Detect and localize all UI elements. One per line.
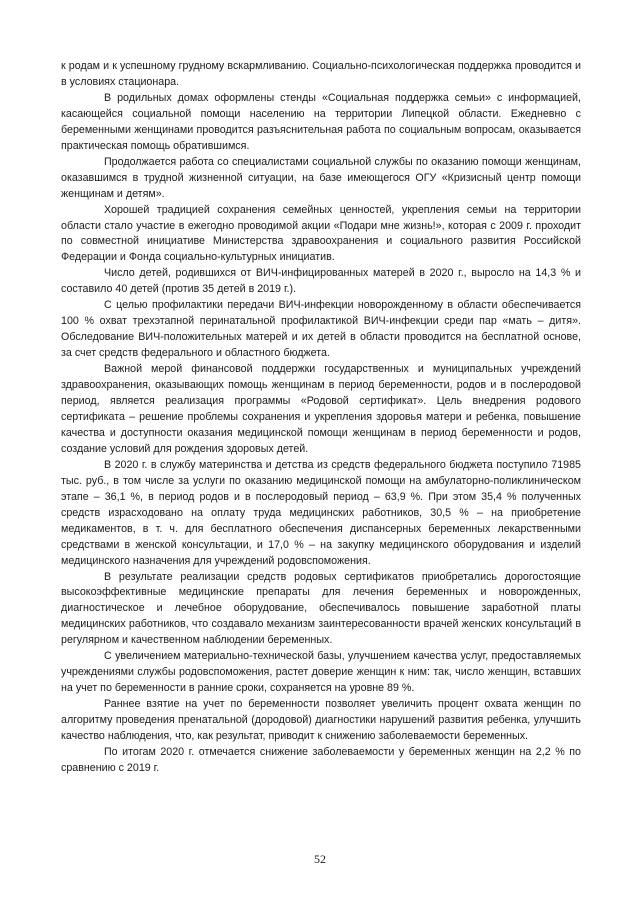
paragraph: С увеличением материально-технической базы, улучшением качества услуг, предоставляемых учреждениями службы родовспоможения, растет доверие женщин к ним: так, число женщин, вставших на учет по беременности в ранние сроки, сохраняется на уровне 89 %.: [61, 650, 581, 695]
paragraph: Хорошей традицией сохранения семейных ценностей, укрепления семьи на территории области стало участие в ежегодно проводимой акции «Подари мне жизнь!», которая с 2009 г. проходит по совместной инициативе Министерства здравоохранения и социального развития Российской Федерации и Фонда социально-культурных инициатив.: [61, 203, 581, 264]
body-text: [61, 59, 581, 777]
paragraph: С целью профилактики передачи ВИЧ-инфекции новорожденному в области обеспечивается 100 % охват трехэтапной перинатальной профилактикой ВИЧ-инфекции среди пар «мать – дитя». Обследование ВИЧ-положительных матерей и их детей в области проводится на бесплатной основе, за счет средств федерального и областного бюджета.: [61, 299, 581, 360]
paragraph: По итогам 2020 г. отмечается снижение заболеваемости у беременных женщин на 2,2 % по сравнению с 2019 г.: [61, 745, 581, 774]
paragraph: Важной мерой финансовой поддержки государственных и муниципальных учреждений здравоохранения, оказывающих помощь женщинам в период беременности, родов и в послеродовой период, является реализация программы «Родовой сертификат». Цель внедрения родового сертификата – решение проблемы сохранения и укрепления здоровья матери и ребенка, повышение качества и доступности оказания медицинской помощи женщинам в период беременности и родов, создание условий для рождения здоровых детей.: [61, 363, 581, 455]
paragraph: Число детей, родившихся от ВИЧ-инфицированных матерей в 2020 г., выросло на 14,3 % и составило 40 детей (против 35 детей в 2019 г.).: [61, 267, 581, 296]
paragraph: Раннее взятие на учет по беременности позволяет увеличить процент охвата женщин по алгоритму проведения пренатальной (дородовой) диагностики нарушений развития ребенка, улучшить качество наблюдения, что, как результат, приводит к снижению заболеваемости беременных.: [61, 698, 581, 743]
paragraph: В родильных домах оформлены стенды «Социальная поддержка семьи» с информацией, касающейся социальной помощи населению на территории Липецкой области. Ежедневно с беременными женщинами проводится разъяснительная работа по социальным вопросам, оказывается практическая помощь обратившимся.: [61, 91, 581, 152]
paragraph: В результате реализации средств родовых сертификатов приобретались дорогостоящие высокоэффективные медицинские препараты для лечения беременных и новорожденных, диагностическое и лечебное оборудование, обеспечивалось повышение заработной платы медицинских работников, что создавало механизм заинтересованности врачей женских консультаций в регулярном и качественном наблюдении беременных.: [61, 570, 581, 647]
paragraph: Продолжается работа со специалистами социальной службы по оказанию помощи женщинам, оказавшимся в трудной жизненной ситуации, на базе имеющегося ОГУ «Кризисный центр помощи женщинам и детям».: [61, 155, 581, 200]
paragraph-continuation: к родам и к успешному грудному вскармливанию. Социально-психологическая поддержка проводится и в условиях стационара.: [61, 60, 581, 88]
page-number: 52: [314, 852, 326, 866]
paragraph: В 2020 г. в службу материнства и детства из средств федерального бюджета поступило 71985 тыс. руб., в том числе за услуги по оказанию медицинской помощи на амбулаторно-поликлиническом этапе – 36,1 %, в период родов и в послеродовый период – 63,9 %. При этом 35,4 % полученных средств израсходовано на оплату труда медицинских работников, 30,5 % – на приобретение медикаментов, в т. ч. для бесплатного обеспечения диспансерных беременных лекарственными средствами в женской консультации, и 17,0 % – на закупку медицинского оборудования и изделий медицинского назначения для учреждений родовспоможения.: [61, 458, 581, 567]
